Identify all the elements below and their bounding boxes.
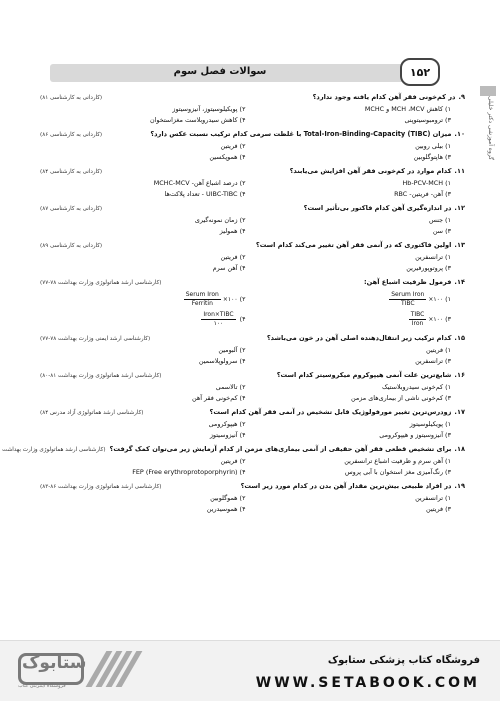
question-number: ۱۷. — [454, 408, 465, 416]
answer-option: ۲) هموگلوبین — [210, 494, 246, 502]
question-text — [364, 277, 465, 288]
answer-option: ۴) UIBC-TIBC - تعداد پلاکت‌ها — [164, 189, 246, 198]
question-source: (کاردانی به کارشناسی ۸۴) — [40, 169, 103, 175]
answer-option: ۴) کم‌خونی فقر آهن — [191, 393, 246, 402]
footer-banner — [0, 640, 500, 701]
fraction-denominator: ۱۰۰ — [213, 319, 224, 327]
answer-option: ۴) آنیزوسیتوز — [209, 430, 246, 439]
answer-option: ۳) ترانسفرین — [415, 356, 451, 365]
options-grid — [40, 104, 465, 125]
question-line — [40, 129, 465, 141]
question-item — [40, 481, 465, 514]
fraction-multiplier: ×۱۰۰ — [222, 295, 238, 303]
question-item — [40, 370, 465, 403]
fraction — [201, 311, 235, 328]
question-source: (کاردانی به کارشناسی ۸۹) — [40, 243, 103, 249]
logo-subtitle: فروشگاه اینترنتی کتاب — [18, 683, 66, 689]
question-text — [241, 481, 465, 492]
logo-stripes-icon — [92, 651, 136, 687]
answer-option: ۳) سن — [432, 226, 451, 235]
fraction — [409, 311, 427, 328]
logo-text: ستابوک — [22, 653, 87, 673]
question-text — [150, 129, 465, 140]
answer-option: ۴) آهن سرم — [212, 263, 246, 272]
fraction-label: ۲) — [239, 295, 246, 303]
answer-option: ۲) فریتین — [220, 253, 246, 261]
fraction-option — [246, 289, 452, 309]
question-line — [40, 166, 465, 178]
options-grid — [40, 252, 465, 273]
answer-option: ۲) آلبومین — [218, 346, 246, 354]
answer-option: ۴) (Free erythroprotoporphyrin) FEP — [132, 467, 246, 476]
question-stem: در افراد طبیعی بیش‌ترین مقدار آهن بدن در کدام مورد زیر است؟ — [240, 482, 452, 490]
fraction-numerator: Serum Iron — [185, 290, 219, 298]
answer-option: ۲) فریتین — [220, 457, 246, 465]
answer-option: ۳) فریتین — [425, 504, 451, 513]
question-source: (کارشناسی ارشد هماتولوژی وزارت بهداشت ۷۸-۷۷) — [40, 280, 162, 286]
fraction-denominator: Ferritin — [191, 299, 213, 307]
question-line — [40, 203, 465, 215]
question-item — [2, 444, 465, 477]
question-number: ۱۰. — [454, 130, 465, 138]
store-name: فروشگاه کتاب پزشکی ستابوک — [327, 655, 480, 666]
answer-option: ۳) رنگ‌آمیزی مغز استخوان با آبی پروس — [344, 467, 451, 476]
fraction-denominator: Iron — [411, 319, 424, 327]
options-grid — [40, 419, 465, 440]
answer-option: ۴) کاهش سیدروبلاست مغزاستخوان — [149, 115, 246, 124]
page-number: ۱۵۲ — [400, 58, 440, 86]
answer-option: ۳) آهن- فریتین- RBC — [394, 189, 451, 198]
answer-option: ۱) کم‌خونی سیدروبلاستیک — [382, 383, 451, 391]
question-list — [2, 92, 465, 518]
answer-option: ۱) جنس — [429, 216, 451, 224]
answer-option: ۱) بیلی روبین — [415, 142, 451, 150]
question-text — [256, 240, 465, 251]
fraction-option — [40, 309, 246, 329]
options-grid — [40, 382, 465, 403]
question-line — [2, 444, 465, 456]
question-line — [40, 370, 465, 382]
fraction-multiplier: ×۱۰۰ — [428, 295, 444, 303]
question-source: (کاردانی به کارشناسی ۸۷) — [40, 206, 103, 212]
answer-option: ۳) ترومبوسیتوپنی — [404, 115, 451, 124]
answer-option: ۱) ترانسفرین — [415, 253, 451, 261]
question-text — [304, 203, 465, 214]
fraction-numerator: TIBC — [410, 310, 425, 318]
fraction-label: ۴) — [239, 315, 246, 323]
question-line — [40, 407, 465, 419]
question-number: ۱۳. — [454, 241, 465, 249]
answer-option: ۳) آنیزوسیتوز و هیپوکرومی — [379, 430, 451, 439]
fraction-numerator: Iron×TIBC — [203, 310, 234, 318]
question-line — [40, 240, 465, 252]
question-line — [40, 92, 465, 104]
fraction-numerator: Serum Iron — [391, 290, 425, 298]
answer-option: ۱) فریتین — [425, 346, 451, 354]
question-line — [40, 333, 465, 345]
answer-option: ۱) آهن سرم و ظرفیت اشباع ترانسفرین — [344, 457, 451, 465]
question-source: (کارشناسی ارشد هماتولوژی وزارت بهداشت ۸۱-۸۰) — [40, 373, 162, 379]
fraction-option — [246, 309, 452, 329]
answer-option: ۱) پویکیلوسیتوز — [409, 420, 451, 428]
question-item — [40, 92, 465, 125]
fraction-label: ۱) — [445, 295, 451, 303]
question-stem: اولین فاکتوری که در آنمی فقر آهن تغییر می‌کند کدام است؟ — [255, 241, 452, 249]
fraction-denominator: TIBC — [400, 299, 415, 307]
fraction — [389, 291, 426, 308]
answer-option: ۲) فریتین — [220, 142, 246, 150]
question-stem: کدام موارد در کم‌خونی فقر آهن افزایش می‌یابند؟ — [289, 167, 452, 175]
answer-option: ۱) Hb-PCV-MCH — [402, 179, 451, 187]
fraction-multiplier: ×۱۰۰ — [428, 315, 444, 323]
question-number: ۱۶. — [454, 371, 465, 379]
answer-option: ۳) پروتوپورفیرین — [406, 263, 451, 272]
answer-option: ۲) تالاسمی — [215, 383, 246, 391]
question-item — [40, 407, 465, 440]
answer-option: ۴) هموسیدرین — [206, 504, 246, 513]
side-tab-label: گروه آموزشی دکتر خلیلی — [487, 96, 494, 160]
fraction-option — [40, 289, 246, 309]
chapter-header — [40, 58, 440, 86]
question-number: ۱۸. — [454, 445, 465, 453]
question-text — [110, 444, 465, 455]
question-number: ۱۴. — [454, 278, 465, 286]
answer-option: ۱) کاهش MCH ،MCV و MCHC — [364, 105, 451, 113]
question-stem: فرمول ظرفیت اشباع آهن: — [364, 278, 452, 286]
fraction — [184, 291, 221, 308]
answer-option: ۴) همولیز — [219, 226, 246, 235]
question-number: ۱۹. — [454, 482, 465, 490]
question-number: ۱۱. — [454, 167, 465, 175]
question-number: ۱۵. — [454, 334, 465, 342]
question-text — [210, 407, 465, 418]
question-text — [277, 370, 465, 381]
question-item — [40, 333, 465, 366]
question-number: ۹. — [458, 93, 465, 101]
side-marker — [480, 86, 496, 96]
question-number: ۱۲. — [454, 204, 465, 212]
question-item — [40, 203, 465, 236]
options-grid — [40, 345, 465, 366]
options-grid — [40, 178, 465, 199]
answer-option: ۳) کم‌خونی ناشی از بیماری‌های مزمن — [350, 393, 451, 402]
question-source: (کارشناسی ارشد هماتولوژی وزارت بهداشت — [2, 447, 106, 453]
question-source: (کارشناسی ارشد ایمنی وزارت بهداشت ۷۸-۷۷) — [40, 336, 151, 342]
question-item — [40, 277, 465, 329]
question-stem: در اندازه‌گیری آهن کدام فاکتور بی‌تأثیر است؟ — [303, 204, 452, 212]
store-url-link[interactable]: WWW.SETABOOK.COM — [255, 675, 480, 691]
question-source: (کارشناسی ارشد هماتولوژی وزارت بهداشت ۸۶-۸۳) — [40, 484, 162, 490]
question-item — [40, 129, 465, 162]
answer-option: ۲) درصد اشباع آهن- MCHC-MCV — [153, 179, 246, 187]
answer-option: ۲) هیپوکرومی — [208, 420, 246, 428]
question-stem: برای تشخیص قطعی فقر آهن حقیقی از آنمی بیماری‌های مزمن از کدام آزمایش زیر می‌توان کمک گرفت؟ — [109, 445, 452, 453]
question-stem: میزان (TIBC) Total-Iron-Binding-Capacity با غلظت سرمی کدام ترکیب نسبت عکس دارد؟ — [150, 130, 452, 138]
question-source: (کارشناسی ارشد هماتولوژی آزاد مدرس ۸۴) — [40, 410, 144, 416]
fraction-label: ۳) — [445, 315, 451, 323]
question-stem: زودرس‌ترین تغییر مورفولوژیک قابل تشخیص در آنمی فقر آهن کدام است؟ — [209, 408, 452, 416]
question-text — [290, 166, 465, 177]
question-item — [40, 240, 465, 273]
answer-option: ۲) پویکیلوسیتوز، آنیزوسیتوز — [172, 105, 246, 113]
answer-option: ۲) زمان نمونه‌گیری — [194, 216, 246, 224]
chapter-title: سوالات فصل سوم — [173, 66, 267, 77]
options-grid — [40, 493, 465, 514]
question-line — [40, 481, 465, 493]
question-text — [267, 333, 465, 344]
question-line — [40, 277, 465, 289]
answer-option: ۴) هموپکسین — [209, 152, 246, 161]
question-text — [313, 92, 465, 103]
options-grid — [40, 456, 465, 477]
question-item — [40, 166, 465, 199]
question-stem: در کم‌خونی فقر آهن کدام یافته وجود ندارد؟ — [312, 93, 456, 101]
question-source: (کاردانی به کارشناسی ۸۶) — [40, 132, 103, 138]
question-stem: کدام ترکیب زیر انتقال‌دهنده اصلی آهن در خون می‌باشد؟ — [266, 334, 452, 342]
answer-option: ۳) هاپتوگلوبین — [413, 152, 451, 161]
options-grid — [40, 215, 465, 236]
question-stem: شایع‌ترین علت آنمی هیپوکروم میکروسیتر کدام است؟ — [276, 371, 452, 379]
fraction-options — [40, 289, 465, 329]
answer-option: ۱) ترانسفرین — [415, 494, 451, 502]
question-source: (کاردانی به کارشناسی ۸۱) — [40, 95, 103, 101]
options-grid — [40, 141, 465, 162]
answer-option: ۴) سرولوپلاسمین — [198, 356, 246, 365]
